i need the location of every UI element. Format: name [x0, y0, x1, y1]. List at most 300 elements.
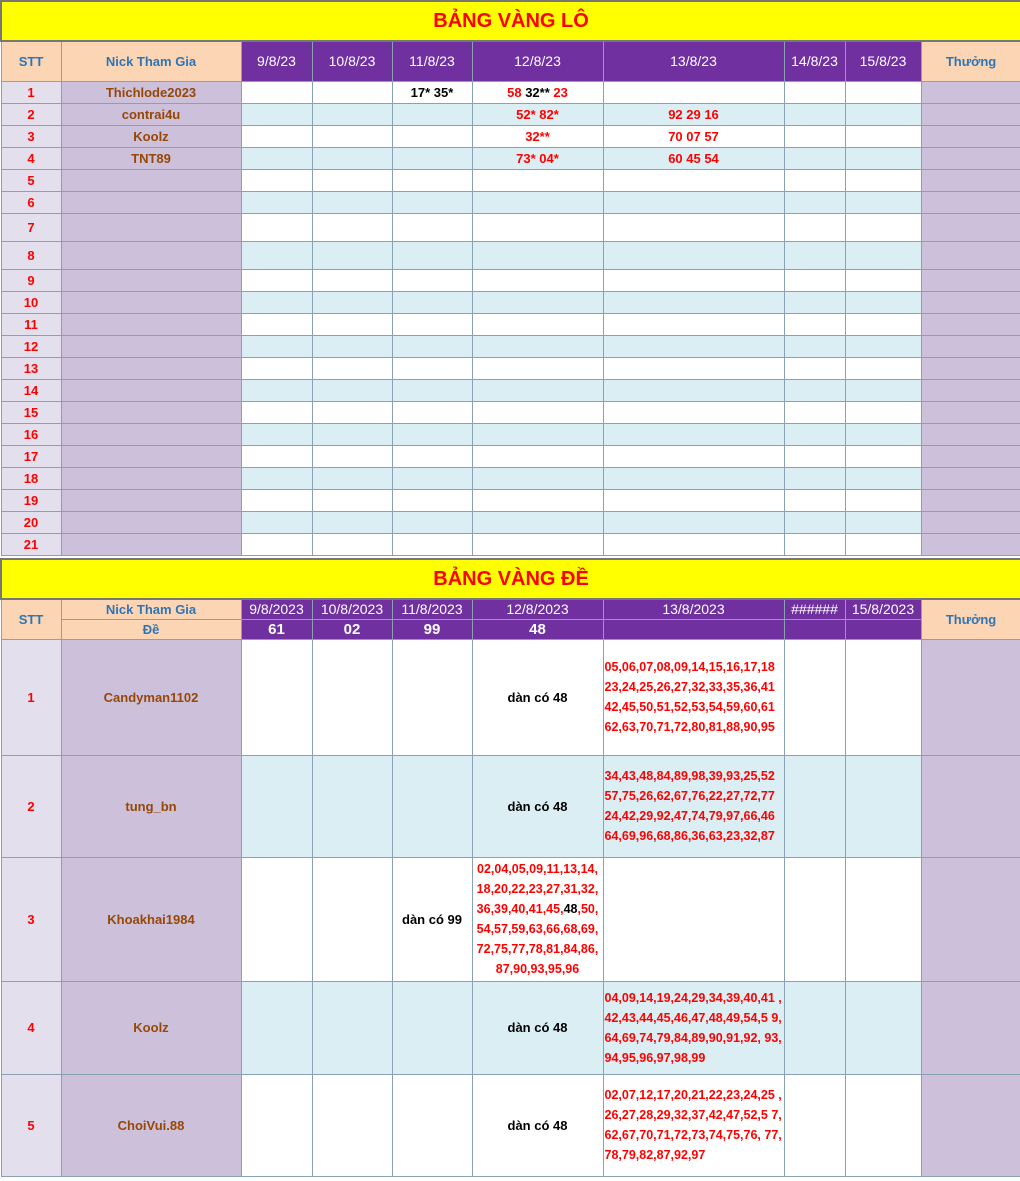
row-prize	[921, 467, 1020, 489]
de-cell-13-8	[603, 857, 784, 981]
lo-cell-14-8	[784, 241, 845, 269]
row-nick	[61, 533, 241, 555]
lo-cell-14-8	[784, 401, 845, 423]
row-prize	[921, 269, 1020, 291]
lo-cell-11-8	[392, 511, 472, 533]
row-stt: 5	[1, 169, 61, 191]
lo-cell-14-8	[784, 125, 845, 147]
lo-cell-12-8	[472, 533, 603, 555]
table-row	[1, 379, 1020, 401]
lo-entry: 73* 04*	[516, 150, 559, 166]
lo-cell-13-8	[603, 147, 784, 169]
lo-cell-13-8	[603, 379, 784, 401]
lo-cell-15-8	[845, 511, 921, 533]
row-nick	[61, 213, 241, 241]
de-header-de: Đề	[61, 619, 241, 639]
lo-cell-10-8	[312, 213, 392, 241]
lo-cell-9-8	[241, 191, 312, 213]
row-nick	[61, 401, 241, 423]
de-number-list	[473, 859, 603, 979]
row-nick: TNT89	[61, 147, 241, 169]
lo-entry: 60 45 54	[668, 150, 719, 166]
de-cell-11-8	[392, 639, 472, 755]
de-result: 02	[312, 619, 392, 639]
de-entry: dàn có 48	[507, 689, 568, 705]
row-prize	[921, 379, 1020, 401]
lo-cell-12-8	[472, 445, 603, 467]
de-header-date: 13/8/2023	[603, 599, 784, 619]
de-result: 48	[472, 619, 603, 639]
lo-cell-14-8	[784, 379, 845, 401]
row-stt: 3	[1, 857, 61, 981]
row-prize	[921, 533, 1020, 555]
lo-cell-11-8	[392, 147, 472, 169]
de-header-date: 15/8/2023	[845, 599, 921, 619]
lo-cell-14-8	[784, 489, 845, 511]
row-stt: 7	[1, 213, 61, 241]
lo-cell-15-8	[845, 269, 921, 291]
lo-cell-10-8	[312, 533, 392, 555]
lo-cell-11-8	[392, 423, 472, 445]
lo-cell-13-8	[603, 291, 784, 313]
lo-cell-11-8	[392, 213, 472, 241]
de-title: BẢNG VÀNG ĐỀ	[1, 559, 1020, 599]
row-stt: 2	[1, 755, 61, 857]
lo-cell-9-8	[241, 533, 312, 555]
lo-cell-15-8	[845, 423, 921, 445]
lo-cell-15-8	[845, 401, 921, 423]
de-header-date: 10/8/2023	[312, 599, 392, 619]
lo-cell-10-8	[312, 103, 392, 125]
lo-cell-14-8	[784, 445, 845, 467]
row-prize	[921, 169, 1020, 191]
table-row	[1, 467, 1020, 489]
lo-cell-13-8	[603, 81, 784, 103]
lo-cell-9-8	[241, 103, 312, 125]
row-stt: 5	[1, 1074, 61, 1176]
row-prize	[921, 241, 1020, 269]
table-row	[1, 269, 1020, 291]
de-cell-11-8	[392, 1074, 472, 1176]
lo-cell-15-8	[845, 103, 921, 125]
de-cell-11-8	[392, 981, 472, 1074]
de-cell-9-8	[241, 981, 312, 1074]
de-cell-14-8	[784, 639, 845, 755]
lo-cell-13-8	[603, 511, 784, 533]
de-cell-15-8	[845, 639, 921, 755]
table-row	[1, 511, 1020, 533]
lo-cell-12-8	[472, 313, 603, 335]
lo-cell-11-8	[392, 269, 472, 291]
de-cell-13-8	[603, 755, 784, 857]
lo-cell-9-8	[241, 379, 312, 401]
row-nick: contrai4u	[61, 103, 241, 125]
lo-cell-9-8	[241, 489, 312, 511]
table-row	[1, 241, 1020, 269]
lo-cell-12-8	[472, 291, 603, 313]
de-header-date: ######	[784, 599, 845, 619]
de-header-date: 9/8/2023	[241, 599, 312, 619]
lo-cell-14-8	[784, 103, 845, 125]
lo-cell-10-8	[312, 291, 392, 313]
de-cell-15-8	[845, 1074, 921, 1176]
row-prize	[921, 313, 1020, 335]
lo-header-date: 9/8/23	[241, 41, 312, 81]
lo-cell-9-8	[241, 401, 312, 423]
lo-cell-12-8	[472, 147, 603, 169]
lo-cell-10-8	[312, 81, 392, 103]
lo-cell-10-8	[312, 489, 392, 511]
row-nick	[61, 489, 241, 511]
de-numbers-highlight: 48	[563, 902, 578, 916]
lo-cell-10-8	[312, 191, 392, 213]
lo-header-nick: Nick Tham Gia	[61, 41, 241, 81]
table-row	[1, 81, 1020, 103]
row-stt: 6	[1, 191, 61, 213]
row-prize	[921, 401, 1020, 423]
table-row	[1, 423, 1020, 445]
de-cell-12-8	[472, 981, 603, 1074]
lo-cell-14-8	[784, 169, 845, 191]
row-nick	[61, 511, 241, 533]
lo-cell-15-8	[845, 335, 921, 357]
row-prize	[921, 357, 1020, 379]
lo-cell-13-8	[603, 489, 784, 511]
lo-cell-9-8	[241, 81, 312, 103]
de-number-list: 05,06,07,08,09,14,15,16,17,18 23,24,25,26,27,32,33,35,36,41 42,45,50,51,52,53,54,59,60,61 62,63,70,71,72,80,81,88,90,95	[604, 660, 775, 734]
table-row	[1, 103, 1020, 125]
row-nick: Koolz	[61, 125, 241, 147]
lo-cell-13-8	[603, 445, 784, 467]
lo-header-stt: STT	[1, 41, 61, 81]
de-cell-10-8	[312, 981, 392, 1074]
lo-cell-10-8	[312, 147, 392, 169]
row-nick: Thichlode2023	[61, 81, 241, 103]
row-stt: 11	[1, 313, 61, 335]
lo-cell-15-8	[845, 169, 921, 191]
lo-cell-14-8	[784, 291, 845, 313]
de-entry: dàn có 48	[507, 798, 568, 814]
de-cell-11-8	[392, 857, 472, 981]
de-cell-13-8	[603, 639, 784, 755]
de-cell-10-8	[312, 639, 392, 755]
table-row	[1, 639, 1020, 755]
row-stt: 18	[1, 467, 61, 489]
lo-cell-13-8	[603, 357, 784, 379]
lo-cell-12-8	[472, 423, 603, 445]
de-result	[603, 619, 784, 639]
table-row	[1, 335, 1020, 357]
lo-cell-11-8	[392, 169, 472, 191]
lo-cell-11-8	[392, 401, 472, 423]
lo-cell-13-8	[603, 169, 784, 191]
row-nick	[61, 169, 241, 191]
lo-cell-15-8	[845, 445, 921, 467]
lo-cell-13-8	[603, 213, 784, 241]
lo-entry: 23	[553, 84, 568, 100]
lo-entry: 52* 82*	[516, 106, 559, 122]
lo-cell-14-8	[784, 147, 845, 169]
lo-cell-12-8	[472, 191, 603, 213]
de-cell-14-8	[784, 981, 845, 1074]
lo-header-prize: Thưởng	[921, 41, 1020, 81]
de-result: 99	[392, 619, 472, 639]
lo-cell-10-8	[312, 241, 392, 269]
lo-cell-10-8	[312, 379, 392, 401]
lo-header-date: 13/8/23	[603, 41, 784, 81]
lo-cell-13-8	[603, 423, 784, 445]
de-cell-15-8	[845, 755, 921, 857]
de-cell-11-8	[392, 755, 472, 857]
de-number-list: 34,43,48,84,89,98,39,93,25,52 57,75,26,62,67,76,22,27,72,77 24,42,29,92,47,74,79,97,66,46 64,69,96,68,86,36,63,23,32,87	[604, 769, 775, 843]
lo-cell-12-8	[472, 401, 603, 423]
lo-cell-12-8	[472, 103, 603, 125]
lo-cell-10-8	[312, 511, 392, 533]
de-cell-14-8	[784, 755, 845, 857]
lo-entry: 32**	[525, 84, 550, 100]
lo-cell-14-8	[784, 313, 845, 335]
table-row	[1, 169, 1020, 191]
table-row	[1, 445, 1020, 467]
de-header-date: 12/8/2023	[472, 599, 603, 619]
table-row	[1, 981, 1020, 1074]
de-cell-15-8	[845, 857, 921, 981]
de-cell-13-8	[603, 1074, 784, 1176]
lo-cell-11-8	[392, 335, 472, 357]
row-prize	[921, 81, 1020, 103]
row-prize	[921, 291, 1020, 313]
lo-entry: 58	[507, 84, 522, 100]
row-stt: 21	[1, 533, 61, 555]
lo-cell-10-8	[312, 335, 392, 357]
lo-cell-14-8	[784, 467, 845, 489]
lo-cell-13-8	[603, 467, 784, 489]
row-prize	[921, 191, 1020, 213]
lo-cell-13-8	[603, 103, 784, 125]
table-row	[1, 755, 1020, 857]
de-cell-13-8	[603, 981, 784, 1074]
lo-cell-15-8	[845, 489, 921, 511]
lo-cell-14-8	[784, 191, 845, 213]
de-cell-12-8	[472, 1074, 603, 1176]
row-stt: 10	[1, 291, 61, 313]
lo-cell-10-8	[312, 313, 392, 335]
row-nick	[61, 241, 241, 269]
row-stt: 8	[1, 241, 61, 269]
lo-cell-9-8	[241, 335, 312, 357]
lo-cell-10-8	[312, 357, 392, 379]
lo-table	[0, 0, 1020, 556]
row-stt: 2	[1, 103, 61, 125]
lo-cell-9-8	[241, 511, 312, 533]
row-nick: tung_bn	[61, 755, 241, 857]
lo-cell-12-8	[472, 169, 603, 191]
lo-cell-10-8	[312, 125, 392, 147]
table-row	[1, 401, 1020, 423]
lo-cell-10-8	[312, 401, 392, 423]
row-stt: 20	[1, 511, 61, 533]
de-number-list: 04,09,14,19,24,29,34,39,40,41 ,42,43,44,45,46,47,48,49,54,5 9,64,69,74,79,84,89,90,91,92, 93,94,95,96,97,98,99	[604, 990, 782, 1065]
lo-cell-13-8	[603, 241, 784, 269]
row-stt: 1	[1, 81, 61, 103]
lo-cell-12-8	[472, 213, 603, 241]
row-prize	[921, 981, 1020, 1074]
de-numbers: 02,04,05,09,11,13,14, 18,20,22,23,27,31,32, 36,39,40,41,45,	[476, 862, 599, 916]
lo-cell-15-8	[845, 379, 921, 401]
lo-header-date: 10/8/23	[312, 41, 392, 81]
lo-cell-9-8	[241, 241, 312, 269]
lo-cell-13-8	[603, 533, 784, 555]
lo-cell-11-8	[392, 103, 472, 125]
lo-cell-10-8	[312, 445, 392, 467]
de-cell-14-8	[784, 857, 845, 981]
de-header-prize: Thưởng	[921, 599, 1020, 639]
lo-cell-13-8	[603, 125, 784, 147]
row-nick	[61, 467, 241, 489]
row-nick	[61, 313, 241, 335]
row-prize	[921, 445, 1020, 467]
lo-entry: 70 07 57	[668, 128, 719, 144]
row-stt: 16	[1, 423, 61, 445]
table-row	[1, 489, 1020, 511]
lo-cell-10-8	[312, 423, 392, 445]
row-nick: Khoakhai1984	[61, 857, 241, 981]
de-result	[784, 619, 845, 639]
row-prize	[921, 125, 1020, 147]
lo-cell-15-8	[845, 191, 921, 213]
row-nick	[61, 269, 241, 291]
de-cell-14-8	[784, 1074, 845, 1176]
lo-cell-15-8	[845, 213, 921, 241]
row-stt: 1	[1, 639, 61, 755]
lo-cell-9-8	[241, 423, 312, 445]
row-nick	[61, 291, 241, 313]
lo-cell-10-8	[312, 467, 392, 489]
row-stt: 15	[1, 401, 61, 423]
lo-entry: 17* 35*	[410, 84, 454, 100]
de-cell-15-8	[845, 981, 921, 1074]
de-cell-9-8	[241, 857, 312, 981]
row-nick	[61, 191, 241, 213]
lo-header-date: 15/8/23	[845, 41, 921, 81]
lo-cell-12-8	[472, 335, 603, 357]
lo-cell-9-8	[241, 269, 312, 291]
lo-cell-11-8	[392, 81, 472, 103]
row-prize	[921, 147, 1020, 169]
lo-cell-11-8	[392, 291, 472, 313]
de-cell-10-8	[312, 755, 392, 857]
row-prize	[921, 423, 1020, 445]
lo-cell-12-8	[472, 379, 603, 401]
lo-cell-9-8	[241, 357, 312, 379]
lo-cell-11-8	[392, 379, 472, 401]
row-nick	[61, 335, 241, 357]
row-nick: Candyman1102	[61, 639, 241, 755]
lo-cell-14-8	[784, 533, 845, 555]
table-row	[1, 533, 1020, 555]
table-row	[1, 125, 1020, 147]
lo-cell-13-8	[603, 335, 784, 357]
row-prize	[921, 755, 1020, 857]
de-header-nick: Nick Tham Gia	[61, 599, 241, 619]
lo-cell-12-8	[472, 511, 603, 533]
lo-cell-13-8	[603, 191, 784, 213]
de-cell-10-8	[312, 1074, 392, 1176]
table-row	[1, 1074, 1020, 1176]
table-row	[1, 313, 1020, 335]
lo-cell-10-8	[312, 169, 392, 191]
row-prize	[921, 103, 1020, 125]
lo-entry: 92 29 16	[668, 106, 719, 122]
lo-cell-13-8	[603, 401, 784, 423]
row-nick: ChoiVui.88	[61, 1074, 241, 1176]
row-prize	[921, 213, 1020, 241]
de-cell-12-8	[472, 639, 603, 755]
de-entry: dàn có 99	[402, 911, 462, 927]
row-stt: 19	[1, 489, 61, 511]
row-stt: 17	[1, 445, 61, 467]
lo-cell-14-8	[784, 269, 845, 291]
lo-cell-11-8	[392, 489, 472, 511]
table-row	[1, 291, 1020, 313]
row-nick	[61, 423, 241, 445]
de-result: 61	[241, 619, 312, 639]
lo-cell-9-8	[241, 213, 312, 241]
lo-cell-11-8	[392, 125, 472, 147]
lo-cell-15-8	[845, 291, 921, 313]
lo-cell-14-8	[784, 81, 845, 103]
lo-cell-11-8	[392, 357, 472, 379]
row-prize	[921, 1074, 1020, 1176]
row-stt: 3	[1, 125, 61, 147]
lo-cell-14-8	[784, 213, 845, 241]
row-nick	[61, 357, 241, 379]
lo-cell-11-8	[392, 191, 472, 213]
row-stt: 4	[1, 981, 61, 1074]
table-row	[1, 857, 1020, 981]
lo-cell-15-8	[845, 147, 921, 169]
row-prize	[921, 511, 1020, 533]
row-prize	[921, 639, 1020, 755]
lo-cell-15-8	[845, 241, 921, 269]
lo-cell-15-8	[845, 81, 921, 103]
row-nick	[61, 379, 241, 401]
de-entry: dàn có 48	[507, 1020, 568, 1035]
lo-cell-15-8	[845, 313, 921, 335]
lo-cell-14-8	[784, 423, 845, 445]
row-nick: Koolz	[61, 981, 241, 1074]
lo-cell-15-8	[845, 467, 921, 489]
lo-cell-11-8	[392, 467, 472, 489]
lo-cell-12-8	[472, 241, 603, 269]
lo-cell-14-8	[784, 511, 845, 533]
table-row	[1, 213, 1020, 241]
table-row	[1, 147, 1020, 169]
lo-cell-11-8	[392, 241, 472, 269]
lo-cell-11-8	[392, 445, 472, 467]
lo-cell-14-8	[784, 335, 845, 357]
lo-cell-14-8	[784, 357, 845, 379]
row-prize	[921, 335, 1020, 357]
lo-header-date: 14/8/23	[784, 41, 845, 81]
lo-cell-15-8	[845, 357, 921, 379]
row-prize	[921, 857, 1020, 981]
lo-cell-11-8	[392, 533, 472, 555]
lo-cell-9-8	[241, 313, 312, 335]
row-stt: 13	[1, 357, 61, 379]
lo-cell-9-8	[241, 467, 312, 489]
table-row	[1, 357, 1020, 379]
